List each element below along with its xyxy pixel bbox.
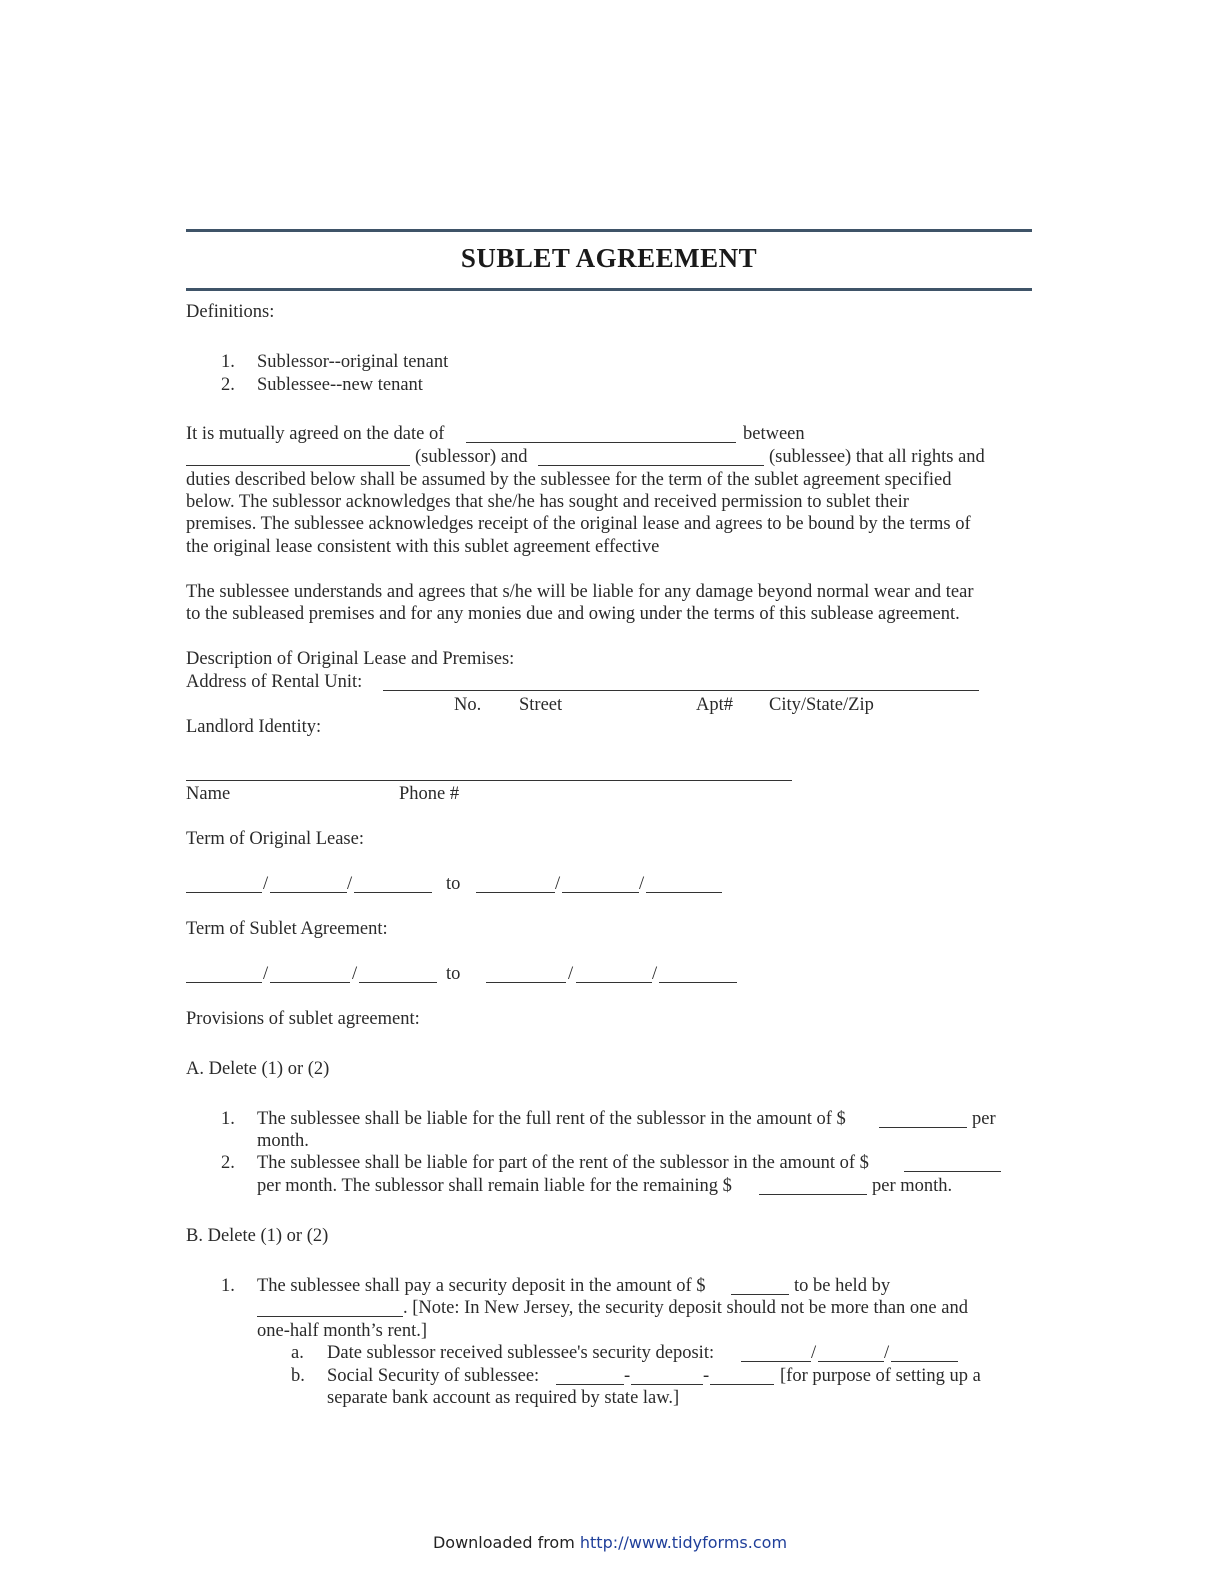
original-start-month-field[interactable] — [186, 892, 262, 893]
address-apt-caption: Apt# — [696, 695, 733, 715]
agreement-line: (sublessee) that all rights and — [769, 447, 985, 467]
header-top-rule — [186, 229, 1032, 232]
sublet-start-month-field[interactable] — [186, 982, 262, 983]
sub-item-text: [for purpose of setting up a — [780, 1366, 981, 1386]
address-city-caption: City/State/Zip — [769, 695, 874, 715]
date-separator: / — [347, 874, 353, 894]
ssn-part3-field[interactable] — [710, 1384, 774, 1385]
landlord-label: Landlord Identity: — [186, 717, 322, 737]
date-separator: / — [652, 964, 658, 984]
sub-item-text: Date sublessor received sublessee's security deposit: — [327, 1343, 715, 1363]
address-no-caption: No. — [454, 695, 482, 715]
original-start-day-field[interactable] — [270, 892, 347, 893]
provision-text: per — [972, 1109, 996, 1129]
date-separator: / — [263, 964, 269, 984]
provision-number: 2. — [221, 1153, 235, 1173]
agreement-date-field[interactable] — [466, 442, 736, 443]
landlord-field[interactable] — [186, 780, 792, 781]
provision-text: per month. — [872, 1176, 953, 1196]
address-field[interactable] — [383, 690, 979, 691]
provisions-heading: Provisions of sublet agreement: — [186, 1009, 420, 1029]
address-street-caption: Street — [519, 695, 563, 715]
section-a-heading: A. Delete (1) or (2) — [186, 1059, 330, 1079]
date-separator: / — [263, 874, 269, 894]
deposit-received-year-field[interactable] — [891, 1361, 958, 1362]
date-separator: / — [555, 874, 561, 894]
footer-prefix: Downloaded from — [432, 1533, 580, 1552]
deposit-received-month-field[interactable] — [741, 1361, 811, 1362]
provision-text: per month. The sublessor shall remain liable for the remaining $ — [257, 1176, 732, 1196]
ssn-dash: - — [703, 1366, 710, 1386]
sub-item-letter: a. — [291, 1343, 304, 1363]
partial-rent-amount-field[interactable] — [904, 1171, 1001, 1172]
footer — [0, 1533, 1220, 1552]
sublet-start-day-field[interactable] — [270, 982, 350, 983]
original-end-year-field[interactable] — [646, 892, 722, 893]
security-deposit-amount-field[interactable] — [731, 1294, 789, 1295]
deposit-received-day-field[interactable] — [818, 1361, 884, 1362]
original-term-label: Term of Original Lease: — [186, 829, 364, 849]
to-word: to — [446, 964, 461, 984]
provision-text: month. — [257, 1131, 309, 1151]
sublet-end-month-field[interactable] — [486, 982, 566, 983]
provision-text: The sublessee shall be liable for part of the rent of the sublessor in the amount of $ — [257, 1153, 869, 1173]
agreement-line: (sublessor) and — [415, 447, 528, 467]
to-word: to — [446, 874, 461, 894]
agreement-line: premises. The sublessee acknowledges receipt of the original lease and agrees to be bound by the terms of — [186, 514, 971, 534]
date-separator: / — [352, 964, 358, 984]
provision-text: The sublessee shall be liable for the full rent of the sublessor in the amount of $ — [257, 1109, 846, 1129]
provision-text: . [Note: In New Jersey, the security deposit should not be more than one and — [403, 1298, 968, 1318]
ssn-part2-field[interactable] — [631, 1384, 703, 1385]
agreement-line: duties described below shall be assumed by the sublessee for the term of the sublet agreement specified — [186, 470, 952, 490]
ssn-part1-field[interactable] — [556, 1384, 624, 1385]
sublet-start-year-field[interactable] — [359, 982, 437, 983]
definition-number: 2. — [221, 375, 235, 395]
sub-item-letter: b. — [291, 1366, 305, 1386]
sublet-end-day-field[interactable] — [576, 982, 652, 983]
landlord-phone-caption: Phone # — [399, 784, 460, 804]
landlord-name-caption: Name — [186, 784, 231, 804]
header-bottom-rule — [186, 288, 1032, 291]
sublet-end-year-field[interactable] — [659, 982, 737, 983]
remaining-rent-amount-field[interactable] — [759, 1194, 867, 1195]
section-b-heading: B. Delete (1) or (2) — [186, 1226, 329, 1246]
provision-number: 1. — [221, 1109, 235, 1129]
provision-text: one-half month’s rent.] — [257, 1321, 428, 1341]
ssn-dash: - — [624, 1366, 631, 1386]
date-separator: / — [639, 874, 645, 894]
agreement-line: between — [743, 424, 805, 444]
liability-line: to the subleased premises and for any monies due and owing under the terms of this sublease agreement. — [186, 604, 960, 624]
address-label: Address of Rental Unit: — [186, 672, 363, 692]
footer-link[interactable]: http://www.tidyforms.com — [579, 1533, 788, 1552]
definition-number: 1. — [221, 352, 235, 372]
sublessee-name-field[interactable] — [538, 465, 764, 466]
sublet-term-label: Term of Sublet Agreement: — [186, 919, 388, 939]
sub-item-text: Social Security of sublessee: — [327, 1366, 540, 1386]
liability-line: The sublessee understands and agrees that s/he will be liable for any damage beyond normal wear and tear — [186, 582, 974, 602]
original-end-day-field[interactable] — [562, 892, 639, 893]
definitions-heading: Definitions: — [186, 302, 275, 322]
document-title: SUBLET AGREEMENT — [460, 243, 758, 273]
provision-number: 1. — [221, 1276, 235, 1296]
provision-text: The sublessee shall pay a security deposit in the amount of $ — [257, 1276, 706, 1296]
sublessor-name-field[interactable] — [186, 465, 410, 466]
full-rent-amount-field[interactable] — [879, 1127, 967, 1128]
date-separator: / — [811, 1343, 817, 1363]
agreement-line: the original lease consistent with this sublet agreement effective — [186, 537, 660, 557]
original-start-year-field[interactable] — [354, 892, 432, 893]
agreement-line: below. The sublessor acknowledges that she/he has sought and received permission to sublet their — [186, 492, 909, 512]
definition-item: Sublessee--new tenant — [257, 375, 423, 395]
agreement-line: It is mutually agreed on the date of — [186, 424, 445, 444]
deposit-holder-field[interactable] — [257, 1316, 403, 1317]
original-end-month-field[interactable] — [476, 892, 555, 893]
date-separator: / — [884, 1343, 890, 1363]
date-separator: / — [568, 964, 574, 984]
definition-item: Sublessor--original tenant — [257, 352, 449, 372]
sub-item-text: separate bank account as required by state law.] — [327, 1388, 680, 1408]
provision-text: to be held by — [794, 1276, 891, 1296]
premises-heading: Description of Original Lease and Premises: — [186, 649, 515, 669]
